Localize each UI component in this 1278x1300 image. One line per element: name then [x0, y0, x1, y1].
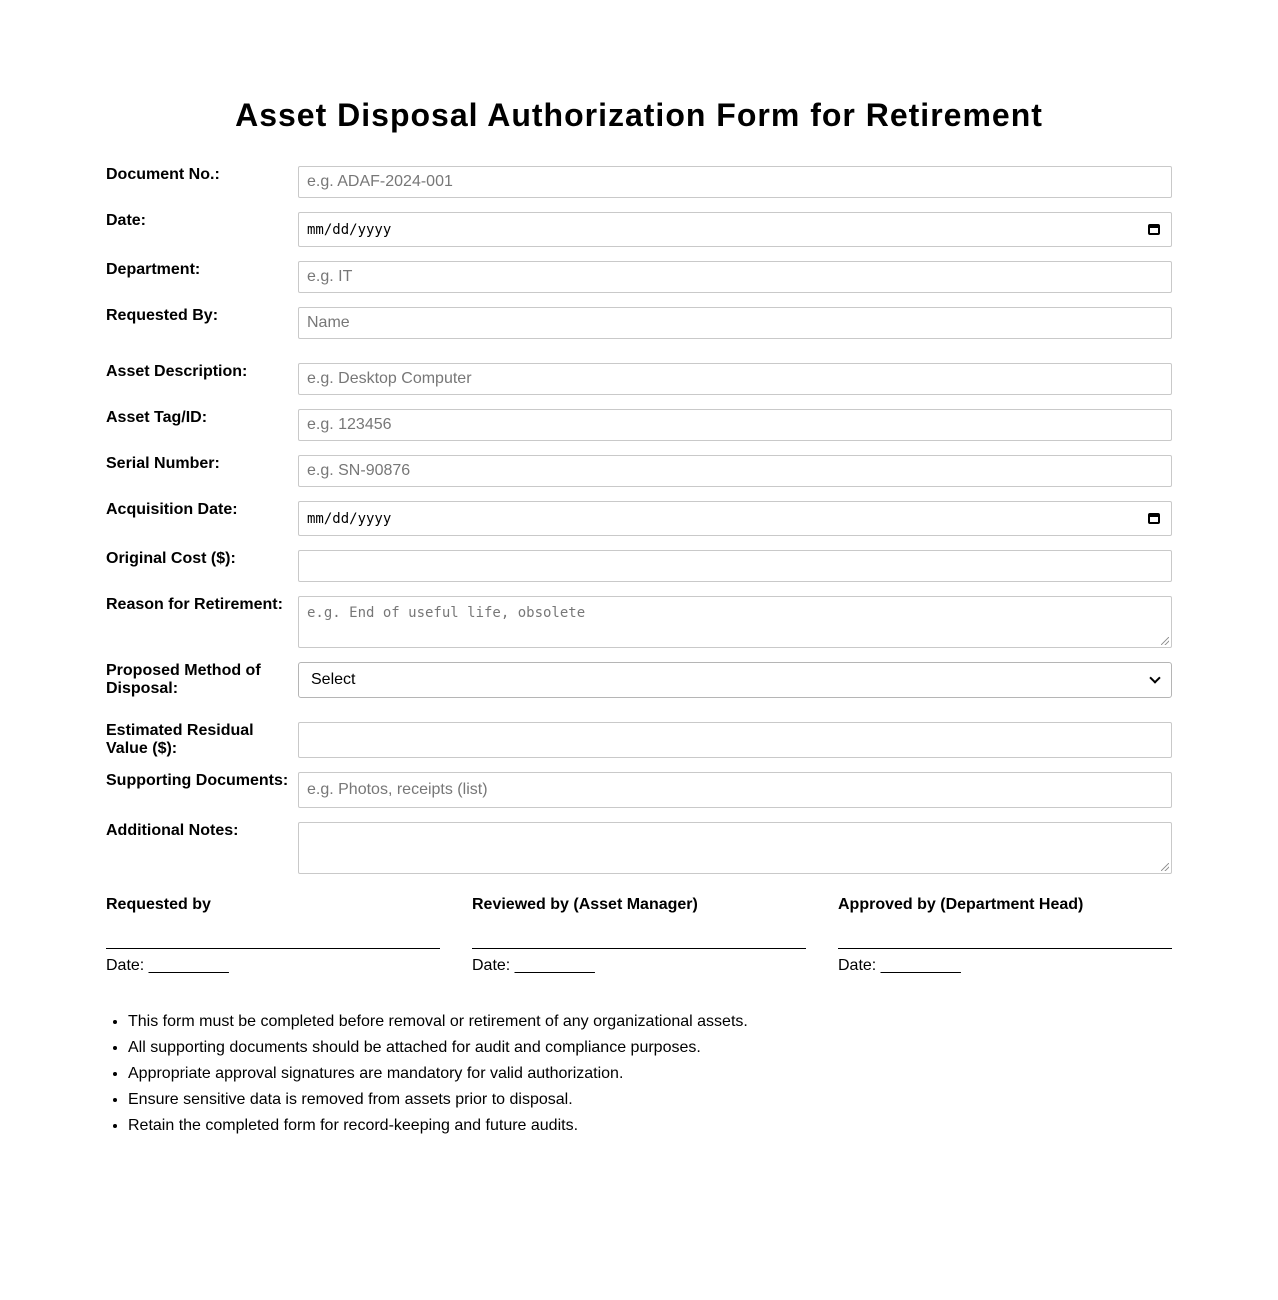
- asset-tag-input[interactable]: e.g. 123456: [298, 409, 1172, 441]
- serial-number-label: Serial Number:: [106, 455, 220, 472]
- row-requested-by: [106, 307, 1172, 339]
- disposal-method-label: Proposed Method of Disposal:: [106, 662, 261, 697]
- form-page: [106, 0, 1172, 1139]
- asset-description-label: Asset Description:: [106, 363, 248, 380]
- document-no-label: Document No.:: [106, 166, 220, 183]
- additional-notes-textarea[interactable]: [298, 822, 1172, 874]
- document-no-input[interactable]: e.g. ADAF-2024-001: [298, 166, 1172, 198]
- asset-description-input[interactable]: e.g. Desktop Computer: [298, 363, 1172, 395]
- acquisition-date-value: mm/dd/yyyy: [307, 510, 392, 527]
- signature-line: [106, 948, 440, 949]
- signature-title: Approved by (Department Head): [838, 896, 1084, 913]
- signature-date: Date: _________: [838, 957, 961, 974]
- signature-reviewed: [472, 896, 806, 975]
- row-department: [106, 261, 1172, 293]
- residual-value-label: Estimated Residual Value ($):: [106, 722, 254, 757]
- list-item: • Ensure sensitive data is removed from assets prior to disposal.: [128, 1087, 1172, 1113]
- supporting-docs-input[interactable]: e.g. Photos, receipts (list): [298, 772, 1172, 808]
- row-acquisition-date: [106, 501, 1172, 536]
- acquisition-date-label: Acquisition Date:: [106, 501, 238, 518]
- disposal-method-select[interactable]: [298, 662, 1172, 698]
- page-title: Asset Disposal Authorization Form for Retirement: [235, 97, 1043, 133]
- signature-title: Reviewed by (Asset Manager): [472, 896, 698, 913]
- signature-section: [106, 896, 1172, 975]
- original-cost-input[interactable]: [298, 550, 1172, 582]
- requested-by-input[interactable]: Name: [298, 307, 1172, 339]
- signature-date: Date: _________: [106, 957, 229, 974]
- residual-value-input[interactable]: [298, 722, 1172, 758]
- signature-approved: [838, 896, 1172, 975]
- list-item: • This form must be completed before removal or retirement of any organizational assets.: [128, 1009, 1172, 1035]
- row-serial-number: [106, 455, 1172, 487]
- additional-notes-label: Additional Notes:: [106, 822, 239, 839]
- row-disposal-method: [106, 662, 1172, 698]
- department-input[interactable]: e.g. IT: [298, 261, 1172, 293]
- calendar-icon[interactable]: [1148, 224, 1160, 235]
- supporting-docs-label: Supporting Documents:: [106, 772, 289, 789]
- requested-by-label: Requested By:: [106, 307, 219, 324]
- reason-label: Reason for Retirement:: [106, 596, 283, 613]
- list-item: • All supporting documents should be attached for audit and compliance purposes.: [128, 1035, 1172, 1061]
- row-original-cost: [106, 550, 1172, 582]
- asset-tag-label: Asset Tag/ID:: [106, 409, 208, 426]
- signature-title: Requested by: [106, 896, 211, 913]
- calendar-icon[interactable]: [1148, 513, 1160, 524]
- disposal-form: [106, 166, 1172, 874]
- original-cost-label: Original Cost ($):: [106, 550, 236, 567]
- instructions-list: [106, 1009, 1172, 1139]
- date-label: Date:: [106, 212, 147, 229]
- row-asset-tag: [106, 409, 1172, 441]
- reason-placeholder: e.g. End of useful life, obsolete: [307, 605, 586, 621]
- row-supporting-docs: [106, 772, 1172, 808]
- acquisition-date-input[interactable]: [298, 501, 1172, 536]
- date-input-value: mm/dd/yyyy: [307, 221, 392, 238]
- signature-line: [838, 948, 1172, 949]
- resize-grip-icon[interactable]: [1161, 637, 1169, 645]
- department-label: Department:: [106, 261, 201, 278]
- row-date: [106, 212, 1172, 247]
- resize-grip-icon[interactable]: [1161, 863, 1169, 871]
- signature-line: [472, 948, 806, 949]
- list-item: • Appropriate approval signatures are mandatory for valid authorization.: [128, 1061, 1172, 1087]
- date-input[interactable]: [298, 212, 1172, 247]
- list-item: • Retain the completed form for record-keeping and future audits.: [128, 1113, 1172, 1139]
- row-reason: [106, 596, 1172, 648]
- row-additional-notes: [106, 822, 1172, 874]
- row-residual-value: [106, 722, 1172, 758]
- row-document-no: [106, 166, 1172, 198]
- reason-textarea[interactable]: [298, 596, 1172, 648]
- serial-number-input[interactable]: e.g. SN-90876: [298, 455, 1172, 487]
- chevron-down-icon: [1149, 672, 1160, 683]
- signature-requested: [106, 896, 440, 975]
- disposal-method-selected: Select: [311, 671, 356, 688]
- row-asset-description: [106, 363, 1172, 395]
- signature-date: Date: _________: [472, 957, 595, 974]
